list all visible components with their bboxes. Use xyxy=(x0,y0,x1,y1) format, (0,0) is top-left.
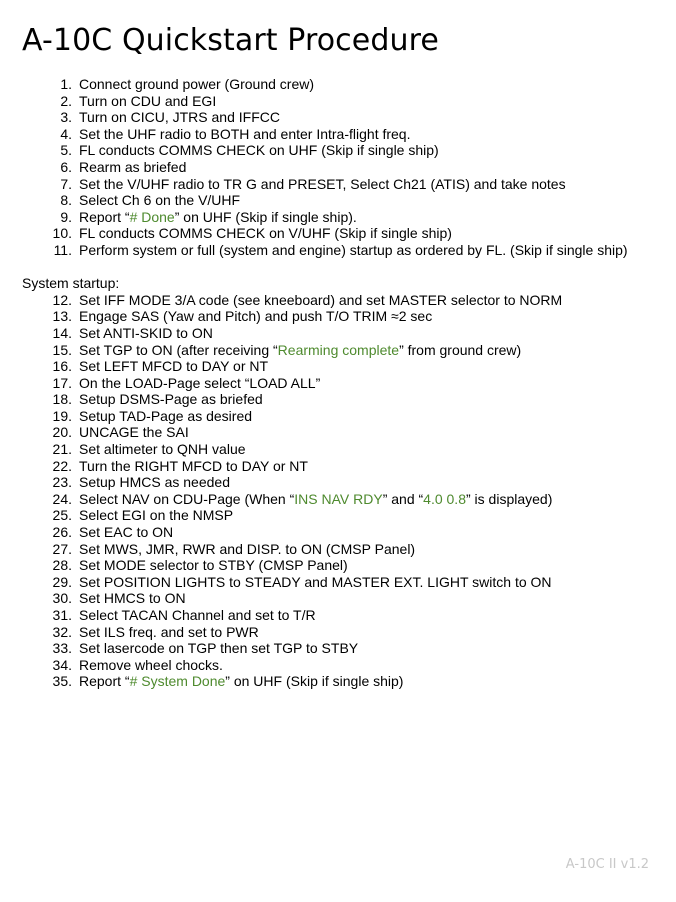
step-text-segment: Rearm as briefed xyxy=(79,158,187,175)
step-text xyxy=(79,325,213,342)
step-number: 31. xyxy=(52,607,72,623)
step-text xyxy=(79,624,259,641)
step-text xyxy=(79,308,432,325)
step-text-segment: Set POSITION LIGHTS to STEADY and MASTER EXT. LIGHT switch to ON xyxy=(79,573,552,590)
version-footer: A-10C II v1.2 xyxy=(565,857,649,872)
step-text xyxy=(79,176,566,193)
step-number: 26. xyxy=(52,524,72,541)
step-text xyxy=(79,192,240,209)
step-text xyxy=(79,93,216,110)
step-text-segment: FL conducts COMMS CHECK on UHF (Skip if single ship) xyxy=(79,142,439,159)
list-item xyxy=(0,225,676,242)
list-item xyxy=(0,342,676,359)
list-item xyxy=(0,93,676,110)
step-text-segment: Set EAC to ON xyxy=(79,524,174,541)
step-number: 34. xyxy=(52,656,72,673)
step-text-segment: Report “ xyxy=(79,208,130,225)
list-item xyxy=(0,176,676,193)
step-text xyxy=(79,358,268,375)
step-text-segment: Report “ xyxy=(79,673,130,690)
step-number: 8. xyxy=(60,192,72,209)
list-item xyxy=(0,624,676,641)
step-text-segment: Setup DSMS-Page as briefed xyxy=(79,391,263,408)
step-text xyxy=(79,673,403,690)
step-number: 29. xyxy=(52,573,72,590)
step-text-segment: Connect ground power (Ground crew) xyxy=(79,76,315,92)
step-text xyxy=(79,557,348,574)
step-text xyxy=(79,225,452,242)
step-number: 6. xyxy=(60,158,72,175)
list-item xyxy=(0,292,676,309)
step-text-segment: UNCAGE the SAI xyxy=(79,424,189,441)
step-number: 3. xyxy=(60,109,72,126)
list-item xyxy=(0,375,676,392)
step-text-segment: Select Ch 6 on the V/UHF xyxy=(79,192,241,209)
step-text-segment: ” is displayed) xyxy=(466,490,553,507)
step-number: 9. xyxy=(60,208,72,225)
highlighted-callout: INS NAV RDY xyxy=(294,490,383,507)
list-item xyxy=(0,209,676,226)
step-text xyxy=(79,109,280,126)
step-text xyxy=(79,142,439,159)
step-text xyxy=(79,524,173,541)
step-text xyxy=(79,342,521,359)
list-item xyxy=(0,408,676,425)
step-text-segment: Set lasercode on TGP then set TGP to STBY xyxy=(79,640,359,657)
step-text-segment: Set MWS, JMR, RWR and DISP. to ON (CMSP Panel) xyxy=(79,540,416,557)
list-item xyxy=(0,491,676,508)
step-text-segment: On the LOAD-Page select “LOAD ALL” xyxy=(79,374,321,391)
step-text-segment: FL conducts COMMS CHECK on V/UHF (Skip if single ship) xyxy=(79,225,452,242)
step-number: 1. xyxy=(60,76,72,92)
step-text-segment: ” on UHF (Skip if single ship). xyxy=(174,208,357,225)
step-text xyxy=(79,76,314,93)
step-number: 7. xyxy=(60,175,72,192)
step-text xyxy=(79,242,628,259)
step-text-segment: Setup HMCS as needed xyxy=(79,474,230,491)
step-text-segment: Set MODE selector to STBY (CMSP Panel) xyxy=(79,557,348,574)
list-item xyxy=(0,441,676,458)
procedure-group-system-startup xyxy=(0,292,676,690)
list-item xyxy=(0,640,676,657)
step-text-segment: Set altimeter to QNH value xyxy=(79,441,246,458)
list-item xyxy=(0,474,676,491)
step-text xyxy=(79,408,252,425)
step-text xyxy=(79,640,358,657)
list-item xyxy=(0,607,676,624)
list-item xyxy=(0,541,676,558)
step-text-segment: Engage SAS (Yaw and Pitch) and push T/O TRIM ≈2 sec xyxy=(79,308,433,325)
list-item xyxy=(0,76,676,93)
list-item xyxy=(0,590,676,607)
section-label-system-startup: System startup: xyxy=(22,275,120,292)
list-item xyxy=(0,242,676,259)
list-item xyxy=(0,458,676,475)
highlighted-callout: 4.0 0.8 xyxy=(423,490,466,507)
list-item xyxy=(0,424,676,441)
list-item xyxy=(0,142,676,159)
step-number: 23. xyxy=(52,474,72,491)
step-number: 15. xyxy=(52,341,72,358)
step-text xyxy=(79,474,230,491)
step-number: 25. xyxy=(52,507,72,524)
list-item xyxy=(0,557,676,574)
step-text-segment: Set the V/UHF radio to TR G and PRESET, Select Ch21 (ATIS) and take notes xyxy=(79,175,566,192)
step-text-segment: Set the UHF radio to BOTH and enter Intra-flight freq. xyxy=(79,125,411,142)
step-text xyxy=(79,424,189,441)
step-number: 4. xyxy=(60,125,72,142)
list-item xyxy=(0,325,676,342)
step-text xyxy=(79,375,320,392)
step-number: 33. xyxy=(52,640,72,657)
list-item xyxy=(0,308,676,325)
step-number: 22. xyxy=(52,457,72,474)
list-item xyxy=(0,524,676,541)
step-text-segment: Select EGI on the NMSP xyxy=(79,507,234,524)
step-text-segment: Select NAV on CDU-Page (When “ xyxy=(79,490,295,507)
step-number: 27. xyxy=(52,540,72,557)
step-text xyxy=(79,590,186,607)
procedure-group-preflight xyxy=(0,76,676,259)
list-item xyxy=(0,126,676,143)
step-number: 13. xyxy=(52,308,72,325)
step-number: 28. xyxy=(52,557,72,574)
step-text-segment: Turn on CDU and EGI xyxy=(79,92,217,109)
list-item xyxy=(0,391,676,408)
step-text-segment: Set TGP to ON (after receiving “ xyxy=(79,341,278,358)
step-text xyxy=(79,391,263,408)
step-text xyxy=(79,441,246,458)
step-number: 5. xyxy=(60,142,72,159)
step-number: 30. xyxy=(52,590,72,607)
step-text-segment: Set LEFT MFCD to DAY or NT xyxy=(79,358,269,375)
step-number: 19. xyxy=(52,407,72,424)
step-text xyxy=(79,574,552,591)
step-text xyxy=(79,126,410,143)
step-text-segment: Select TACAN Channel and set to T/R xyxy=(79,607,316,623)
list-item xyxy=(0,109,676,126)
step-text-segment: Remove wheel chocks. xyxy=(79,656,223,673)
step-text-segment: Turn the RIGHT MFCD to DAY or NT xyxy=(79,457,308,474)
step-number: 18. xyxy=(52,391,72,408)
list-item xyxy=(0,673,676,690)
step-text-segment: Setup TAD-Page as desired xyxy=(79,407,253,424)
procedure-list xyxy=(0,76,676,690)
step-text xyxy=(79,159,186,176)
step-number: 17. xyxy=(52,374,72,391)
step-text xyxy=(79,209,357,226)
list-item xyxy=(0,507,676,524)
step-number: 11. xyxy=(53,241,72,258)
step-text xyxy=(79,507,233,524)
step-text-segment: Turn on CICU, JTRS and IFFCC xyxy=(79,109,280,126)
step-text-segment: Perform system or full (system and engine) startup as ordered by FL. (Skip if single ship) xyxy=(79,241,628,258)
step-number: 35. xyxy=(52,673,72,690)
list-item xyxy=(0,192,676,209)
list-item xyxy=(0,159,676,176)
step-text-segment: Set ANTI-SKID to ON xyxy=(79,324,213,341)
step-text xyxy=(79,607,316,624)
step-number: 14. xyxy=(52,324,72,341)
list-item xyxy=(0,574,676,591)
step-text-segment: Set IFF MODE 3/A code (see kneeboard) and set MASTER selector to NORM xyxy=(79,291,563,308)
highlighted-callout: # System Done xyxy=(129,673,226,690)
step-number: 32. xyxy=(52,623,72,640)
step-number: 16. xyxy=(52,358,72,375)
highlighted-callout: # Done xyxy=(129,208,175,225)
list-item xyxy=(0,358,676,375)
step-number: 21. xyxy=(52,441,72,458)
step-number: 2. xyxy=(60,92,72,109)
step-text-segment: ” on UHF (Skip if single ship) xyxy=(225,673,404,690)
step-text-segment: Set ILS freq. and set to PWR xyxy=(79,623,259,640)
step-number: 12. xyxy=(52,291,72,308)
list-item xyxy=(0,657,676,674)
step-text xyxy=(79,458,308,475)
step-text-segment: ” and “ xyxy=(382,490,424,507)
step-text xyxy=(79,292,562,309)
step-text xyxy=(79,657,223,674)
step-number: 20. xyxy=(52,424,72,441)
page-title: A-10C Quickstart Procedure xyxy=(22,23,439,58)
step-text xyxy=(79,491,552,508)
highlighted-callout: Rearming complete xyxy=(277,341,400,358)
step-text-segment: ” from ground crew) xyxy=(399,341,522,358)
step-text-segment: Set HMCS to ON xyxy=(79,590,186,607)
step-number: 24. xyxy=(52,490,72,507)
step-number: 10. xyxy=(52,225,72,242)
step-text xyxy=(79,541,415,558)
